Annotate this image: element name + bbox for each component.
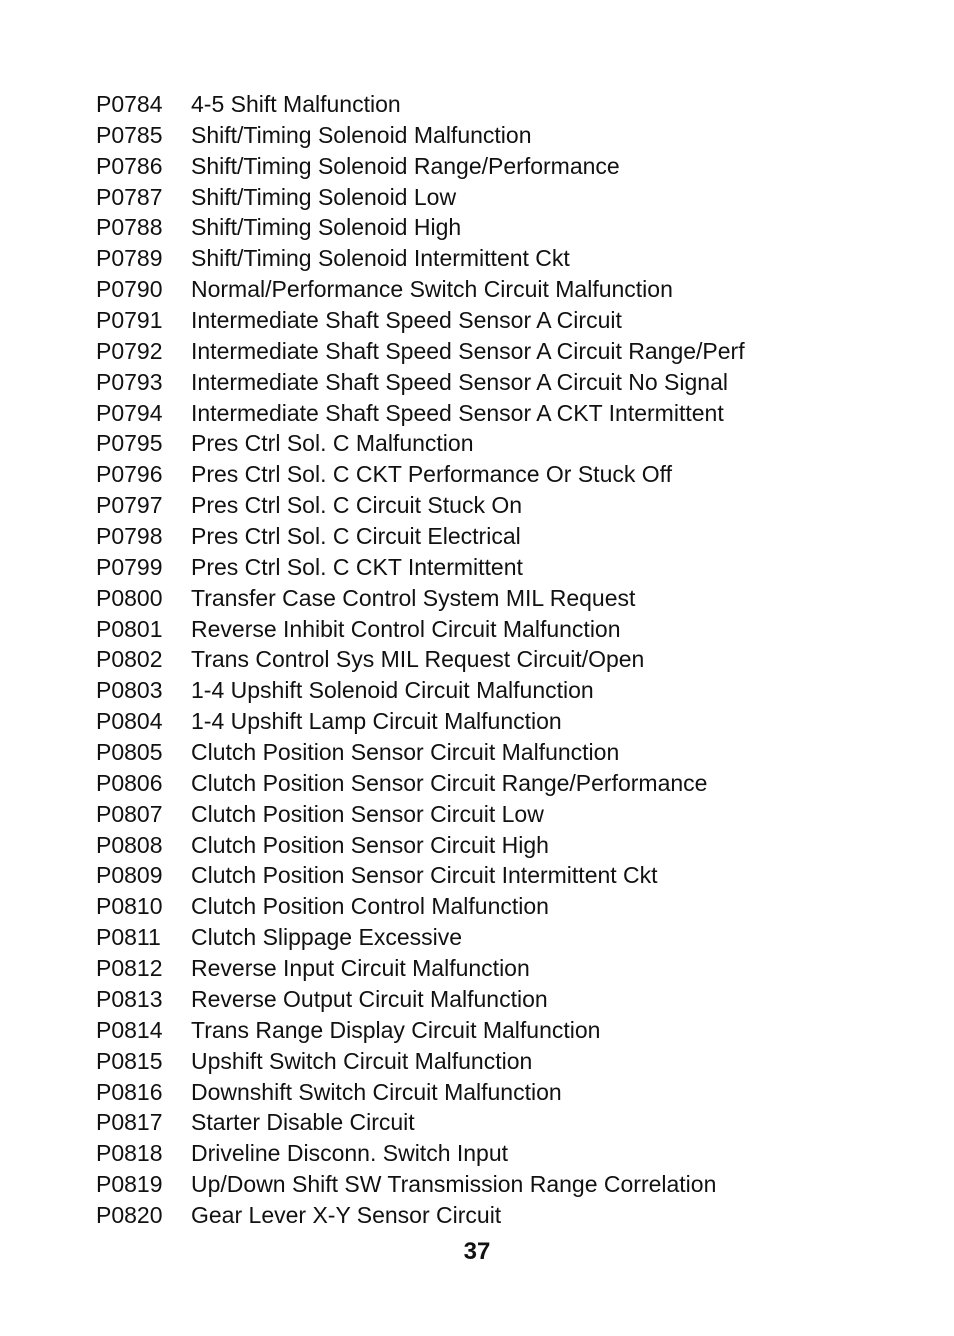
code-row xyxy=(96,1200,916,1231)
code-description: Trans Control Sys MIL Request Circuit/Open xyxy=(191,646,645,673)
code-description: Shift/Timing Solenoid High xyxy=(191,214,462,241)
code-description: Clutch Position Sensor Circuit Malfunction xyxy=(191,739,620,766)
code-id: P0794 xyxy=(96,399,163,426)
code-id: P0816 xyxy=(96,1078,163,1105)
code-id: P0809 xyxy=(96,862,163,889)
code-id: P0811 xyxy=(96,924,161,951)
code-description: 4-5 Shift Malfunction xyxy=(191,91,401,117)
code-description: Clutch Position Sensor Circuit Intermittent Ckt xyxy=(191,862,658,889)
code-row xyxy=(96,490,916,521)
code-row xyxy=(96,428,916,459)
code-description: Intermediate Shaft Speed Sensor A Circuit xyxy=(191,307,622,334)
code-id: P0820 xyxy=(96,1201,163,1228)
code-row xyxy=(96,675,916,706)
code-description: Clutch Position Sensor Circuit Range/Performance xyxy=(191,769,708,796)
code-description: Reverse Input Circuit Malfunction xyxy=(191,955,530,982)
code-description: Clutch Position Control Malfunction xyxy=(191,893,549,920)
code-description: Up/Down Shift SW Transmission Range Correlation xyxy=(191,1171,717,1198)
code-description: Downshift Switch Circuit Malfunction xyxy=(191,1078,562,1105)
code-row xyxy=(96,583,916,614)
code-description: Gear Lever X-Y Sensor Circuit xyxy=(191,1201,502,1228)
code-id: P0806 xyxy=(96,769,163,796)
code-description: Pres Ctrl Sol. C CKT Performance Or Stuck Off xyxy=(191,461,673,488)
code-description: Pres Ctrl Sol. C CKT Intermittent xyxy=(191,553,523,580)
code-row xyxy=(96,1015,916,1046)
code-id: P0805 xyxy=(96,739,163,766)
code-description: Reverse Inhibit Control Circuit Malfunction xyxy=(191,615,621,642)
code-row xyxy=(96,737,916,768)
code-id: P0818 xyxy=(96,1140,163,1167)
code-row xyxy=(96,398,916,429)
code-row xyxy=(96,614,916,645)
code-row xyxy=(96,644,916,675)
code-description: Intermediate Shaft Speed Sensor A Circuit No Signal xyxy=(191,368,728,395)
code-description: Clutch Position Sensor Circuit Low xyxy=(191,800,544,827)
code-id: P0798 xyxy=(96,523,163,550)
code-row xyxy=(96,182,916,213)
code-description: Shift/Timing Solenoid Low xyxy=(191,183,457,210)
code-description: Shift/Timing Solenoid Range/Performance xyxy=(191,152,620,179)
code-row xyxy=(96,1169,916,1200)
code-row xyxy=(96,1077,916,1108)
code-row xyxy=(96,984,916,1015)
code-row xyxy=(96,151,916,182)
code-row xyxy=(96,1107,916,1138)
code-id: P0804 xyxy=(96,708,163,735)
code-row xyxy=(96,212,916,243)
code-row xyxy=(96,799,916,830)
code-description: Clutch Slippage Excessive xyxy=(191,924,463,951)
code-description: Shift/Timing Solenoid Intermittent Ckt xyxy=(191,245,570,272)
code-description: Starter Disable Circuit xyxy=(191,1109,415,1136)
code-id: P0791 xyxy=(96,307,163,334)
code-id: P0789 xyxy=(96,245,163,272)
code-row xyxy=(96,89,916,120)
code-id: P0797 xyxy=(96,492,163,519)
code-row xyxy=(96,706,916,737)
code-row xyxy=(96,860,916,891)
code-id: P0813 xyxy=(96,985,163,1012)
page-number: 37 xyxy=(463,1238,491,1265)
code-row xyxy=(96,1138,916,1169)
code-list xyxy=(96,89,916,1231)
code-id: P0800 xyxy=(96,584,163,611)
code-id: P0812 xyxy=(96,955,163,982)
code-id: P0802 xyxy=(96,646,163,673)
code-id: P0793 xyxy=(96,368,163,395)
code-id: P0815 xyxy=(96,1047,163,1074)
code-row xyxy=(96,552,916,583)
code-id: P0810 xyxy=(96,893,163,920)
code-row xyxy=(96,953,916,984)
code-id: P0788 xyxy=(96,214,163,241)
code-description: Reverse Output Circuit Malfunction xyxy=(191,985,548,1012)
code-row xyxy=(96,367,916,398)
code-row xyxy=(96,243,916,274)
code-id: P0819 xyxy=(96,1171,163,1198)
code-id: P0807 xyxy=(96,800,163,827)
code-row xyxy=(96,120,916,151)
code-id: P0795 xyxy=(96,430,163,457)
code-row xyxy=(96,305,916,336)
code-id: P0799 xyxy=(96,553,163,580)
code-description: Upshift Switch Circuit Malfunction xyxy=(191,1047,533,1074)
code-description: Normal/Performance Switch Circuit Malfunction xyxy=(191,276,673,303)
code-id: P0796 xyxy=(96,461,163,488)
code-row xyxy=(96,830,916,861)
code-row xyxy=(96,336,916,367)
code-id: P0803 xyxy=(96,677,163,704)
code-row xyxy=(96,521,916,552)
code-row xyxy=(96,922,916,953)
code-id: P0787 xyxy=(96,183,163,210)
code-description: Pres Ctrl Sol. C Circuit Electrical xyxy=(191,523,521,550)
code-row xyxy=(96,274,916,305)
code-description: Shift/Timing Solenoid Malfunction xyxy=(191,121,532,148)
code-id: P0801 xyxy=(96,615,163,642)
code-id: P0808 xyxy=(96,831,163,858)
code-row xyxy=(96,459,916,490)
code-description: Trans Range Display Circuit Malfunction xyxy=(191,1016,601,1043)
code-id: P0784 xyxy=(96,91,163,117)
code-id: P0786 xyxy=(96,152,163,179)
code-description: Pres Ctrl Sol. C Circuit Stuck On xyxy=(191,492,523,519)
code-description: Driveline Disconn. Switch Input xyxy=(191,1140,509,1167)
code-description: Intermediate Shaft Speed Sensor A Circuit Range/Perf xyxy=(191,337,745,364)
code-id: P0785 xyxy=(96,121,163,148)
code-description: Intermediate Shaft Speed Sensor A CKT Intermittent xyxy=(191,399,724,426)
code-description: Transfer Case Control System MIL Request xyxy=(191,584,636,611)
code-id: P0814 xyxy=(96,1016,163,1043)
code-id: P0817 xyxy=(96,1109,163,1136)
code-row xyxy=(96,768,916,799)
code-row xyxy=(96,891,916,922)
code-description: Pres Ctrl Sol. C Malfunction xyxy=(191,430,474,457)
code-id: P0792 xyxy=(96,337,163,364)
code-description: 1-4 Upshift Lamp Circuit Malfunction xyxy=(191,708,562,735)
code-row xyxy=(96,1046,916,1077)
code-id: P0790 xyxy=(96,276,163,303)
code-description: 1-4 Upshift Solenoid Circuit Malfunction xyxy=(191,677,594,704)
code-description: Clutch Position Sensor Circuit High xyxy=(191,831,549,858)
